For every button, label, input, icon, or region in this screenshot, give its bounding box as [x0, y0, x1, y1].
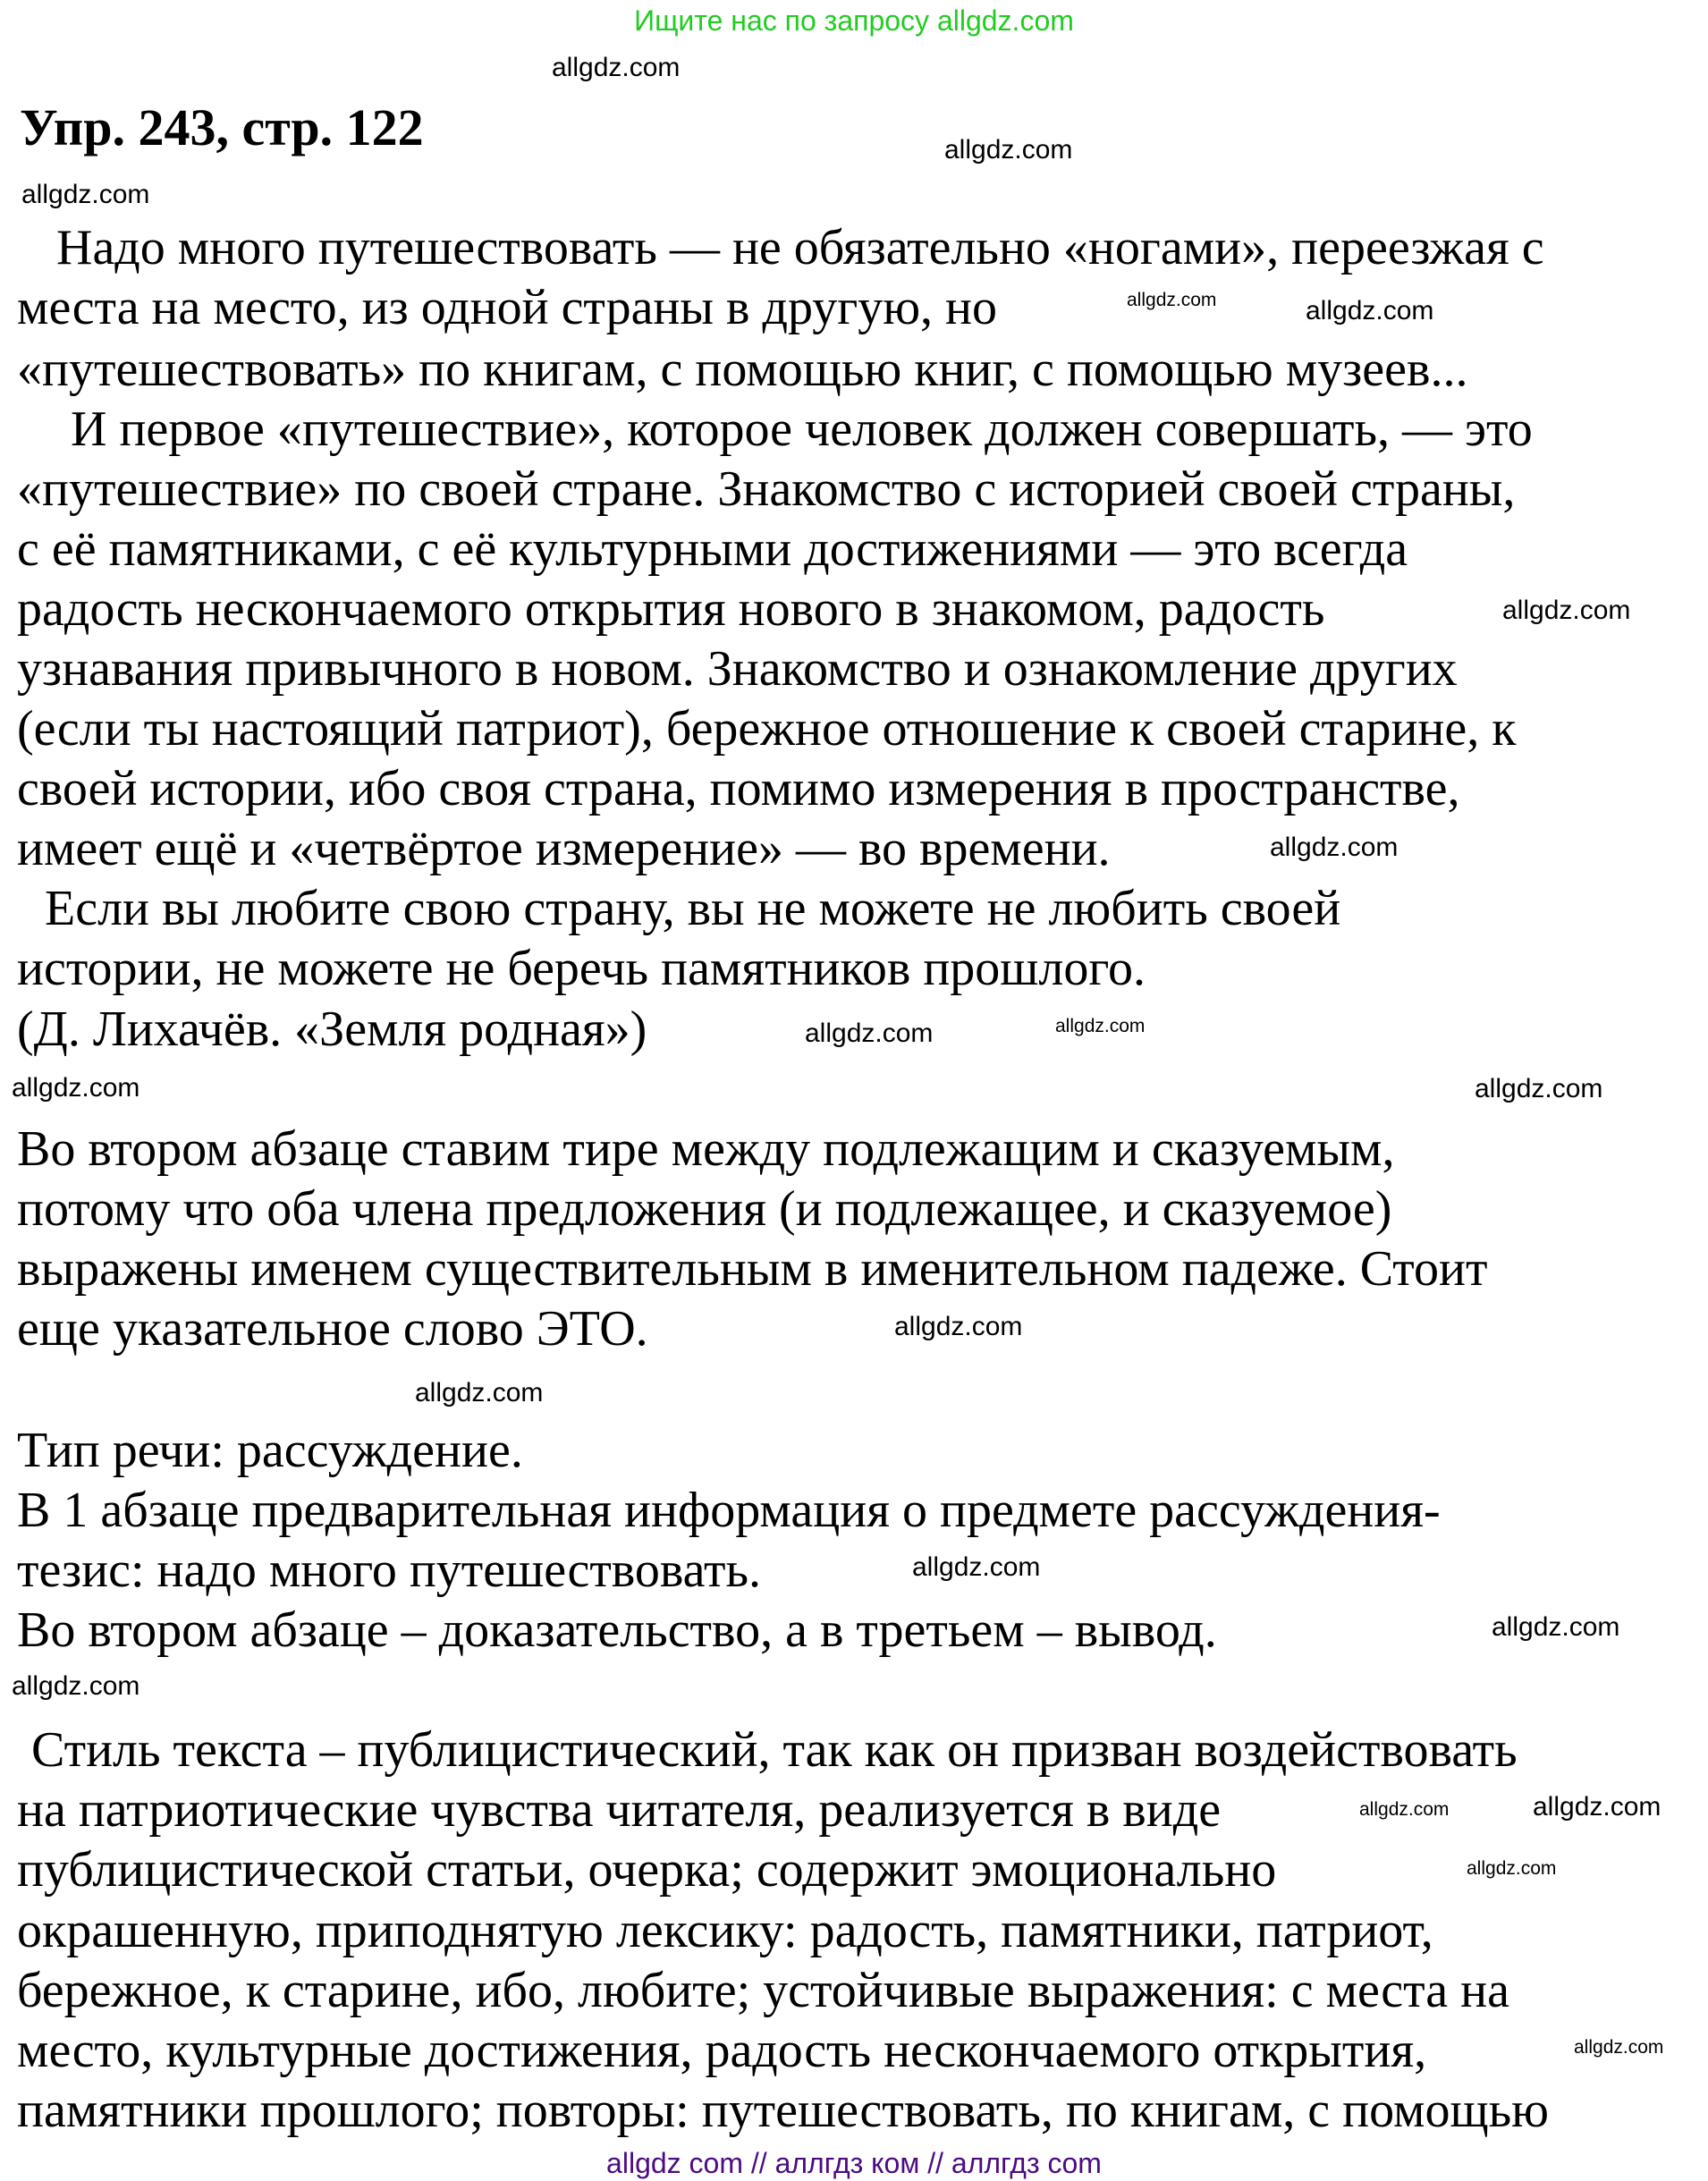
- watermark: allgdz.com: [1574, 2037, 1664, 2058]
- text-line: (если ты настоящий патриот), бережное отношение к своей старине, к: [17, 701, 1517, 757]
- text-line: «путешествие» по своей стране. Знакомство с историей своей страны,: [17, 461, 1516, 517]
- text-line: публицистической статьи, очерка; содержит эмоционально: [17, 1842, 1277, 1898]
- watermark: allgdz.com: [805, 1019, 934, 1048]
- page-title: Упр. 243, стр. 122: [20, 98, 424, 156]
- text-line: Тип речи: рассуждение.: [17, 1423, 523, 1478]
- text-line: радость нескончаемого открытия нового в знакомом, радость: [17, 581, 1325, 637]
- text-line: выражены именем существительным в именительном падеже. Стоит: [17, 1241, 1488, 1297]
- watermark: allgdz.com: [12, 1671, 140, 1701]
- watermark: allgdz.com: [1359, 1799, 1450, 1820]
- watermark: allgdz.com: [1270, 833, 1399, 862]
- watermark: allgdz.com: [1492, 1612, 1620, 1642]
- text-line: на патриотические чувства читателя, реализуется в виде: [17, 1782, 1222, 1838]
- text-line: Во втором абзаце – доказательство, а в третьем – вывод.: [17, 1602, 1217, 1658]
- text-line: места на место, из одной страны в другую, но: [17, 280, 997, 335]
- watermark: allgdz.com: [1533, 1792, 1661, 1822]
- watermark: allgdz.com: [1467, 1858, 1557, 1879]
- watermark: allgdz.com: [1127, 290, 1217, 310]
- text-line: узнавания привычного в новом. Знакомство и ознакомление других: [17, 641, 1458, 697]
- text-line: с её памятниками, с её культурными достижениями — это всегда: [17, 521, 1408, 577]
- watermark: allgdz.com: [1306, 296, 1434, 325]
- text-line: Надо много путешествовать — не обязательно «ногами», переезжая с: [56, 220, 1544, 275]
- text-line: истории, не можете не беречь памятников прошлого.: [17, 941, 1146, 996]
- footer-banner: allgdz com // аллгдз ком // аллгдз com: [606, 2147, 1102, 2179]
- text-line: В 1 абзаце предварительная информация о предмете рассуждения-: [17, 1483, 1441, 1538]
- watermark: allgdz.com: [894, 1312, 1023, 1341]
- watermark: allgdz.com: [552, 53, 681, 82]
- top-search-banner: Ищите нас по запросу allgdz.com: [634, 4, 1074, 37]
- watermark: allgdz.com: [944, 135, 1073, 165]
- text-line: памятники прошлого; повторы: путешествовать, по книгам, с помощью: [17, 2083, 1549, 2138]
- text-line: Если вы любите свою страну, вы не можете не любить своей: [45, 881, 1341, 936]
- text-line: место, культурные достижения, радость нескончаемого открытия,: [17, 2023, 1427, 2078]
- watermark: allgdz.com: [1502, 596, 1631, 625]
- text-line: окрашенную, приподнятую лексику: радость, памятники, патриот,: [17, 1903, 1433, 1958]
- watermark: allgdz.com: [1475, 1074, 1603, 1103]
- watermark: allgdz.com: [21, 180, 150, 209]
- text-line: И первое «путешествие», которое человек должен совершать, — это: [71, 402, 1533, 457]
- watermark: allgdz.com: [12, 1073, 140, 1103]
- watermark: allgdz.com: [1055, 1016, 1146, 1036]
- watermark: allgdz.com: [415, 1378, 544, 1408]
- text-line: бережное, к старине, ибо, любите; устойчивые выражения: с места на: [17, 1963, 1509, 2018]
- text-line: еще указательное слово ЭТО.: [17, 1301, 648, 1357]
- text-line: «путешествовать» по книгам, с помощью книг, с помощью музеев...: [17, 342, 1468, 397]
- quote-attribution: (Д. Лихачёв. «Земля родная»): [17, 1002, 647, 1057]
- text-line: Во втором абзаце ставим тире между подлежащим и сказуемым,: [17, 1121, 1395, 1177]
- text-line: потому что оба члена предложения (и подлежащее, и сказуемое): [17, 1181, 1392, 1237]
- text-line: тезис: надо много путешествовать.: [17, 1543, 761, 1598]
- watermark: allgdz.com: [912, 1552, 1041, 1582]
- text-line: имеет ещё и «четвёртое измерение» — во времени.: [17, 821, 1111, 876]
- text-line: своей истории, ибо своя страна, помимо измерения в пространстве,: [17, 761, 1460, 816]
- text-line: Стиль текста – публицистический, так как он призван воздействовать: [31, 1722, 1518, 1778]
